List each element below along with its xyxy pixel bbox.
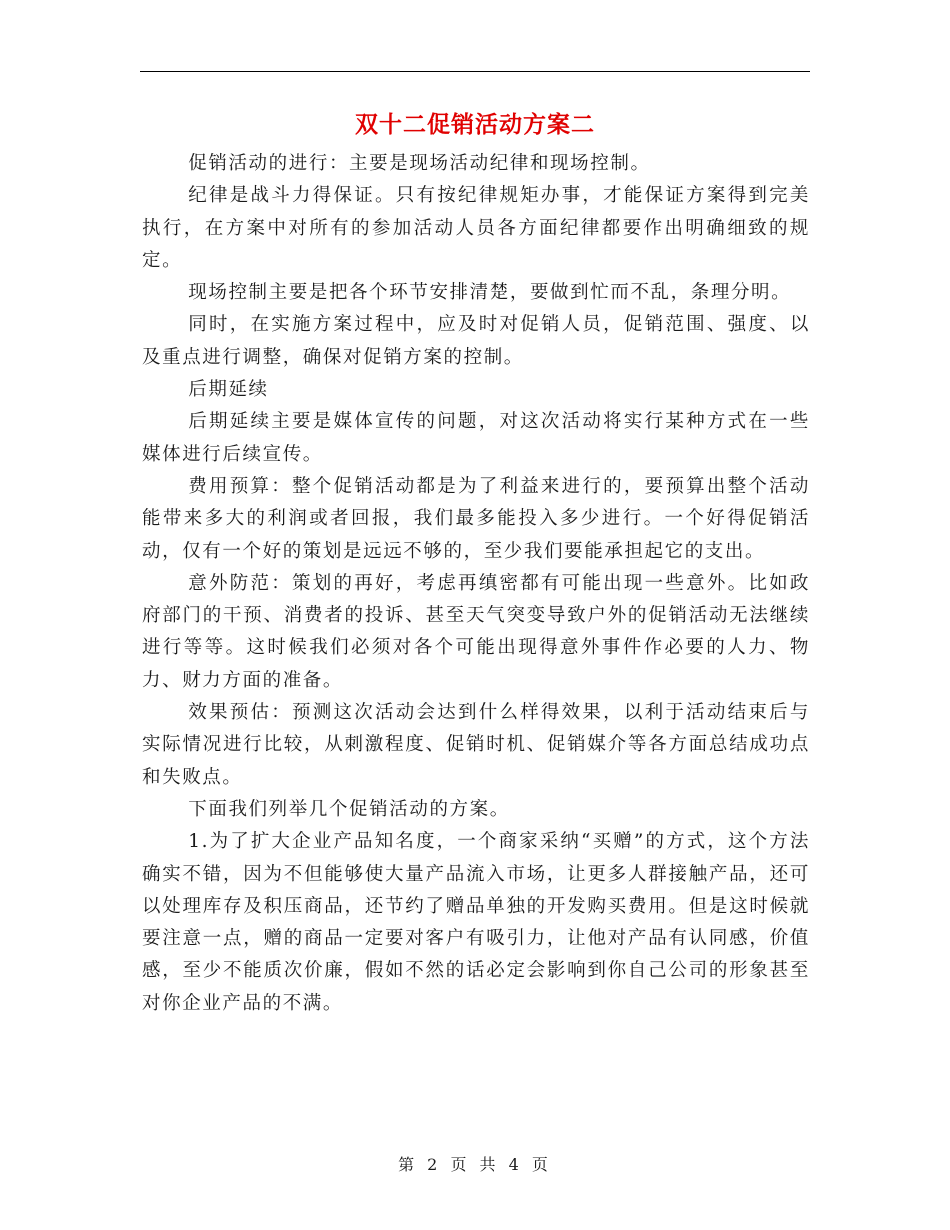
- document-body: [142, 148, 810, 1020]
- paragraph: 促销活动的进行：主要是现场活动纪律和现场控制。: [188, 153, 651, 174]
- header-rule: [140, 71, 810, 72]
- section-heading: 后期延续: [188, 379, 269, 401]
- paragraph: 现场控制主要是把各个环节安排清楚，要做到忙而不乱，条理分明。: [188, 282, 792, 304]
- paragraph: 下面我们列举几个促销活动的方案。: [188, 798, 510, 820]
- paragraph: 后期延续主要是媒体宣传的问题，对这次活动将实行某种方式在一些媒体进行后续宣传。: [142, 411, 810, 465]
- paragraph: 纪律是战斗力得保证。只有按纪律规矩办事，才能保证方案得到完美执行，在方案中对所有的参加活动人员各方面纪律都要作出明确细致的规定。: [142, 185, 810, 271]
- paragraph: 同时，在实施方案过程中，应及时对促销人员，促销范围、强度、以及重点进行调整，确保对促销方案的控制。: [142, 314, 810, 368]
- page-footer: 第 2 页 共 4 页: [398, 1155, 552, 1174]
- paragraph: 费用预算：整个促销活动都是为了利益来进行的，要预算出整个活动能带来多大的利润或者回报，我们最多能投入多少进行。一个好得促销活动，仅有一个好的策划是远远不够的，至少我们要能承担起它的支出。: [142, 475, 810, 562]
- document-title: 双十二促销活动方案二: [355, 111, 595, 138]
- paragraph: 意外防范：策划的再好，考虑再缜密都有可能出现一些意外。比如政府部门的干预、消费者的投诉、甚至天气突变导致户外的促销活动无法继续进行等等。这时候我们必须对各个可能出现得意外事件作必要的人力、物力、财力方面的准备。: [142, 572, 810, 691]
- paragraph: 1.为了扩大企业产品知名度，一个商家采纳“买赠”的方式，这个方法确实不错，因为不但能够使大量产品流入市场，让更多人群接触产品，还可以处理库存及积压商品，还节约了赠品单独的开发购买费用。但是这时候就要注意一点，赠的商品一定要对客户有吸引力，让他对产品有认同感，价值感，至少不能质次价廉，假如不然的话必定会影响到你自己公司的形象甚至对你企业产品的不满。: [142, 831, 810, 1014]
- paragraph: 效果预估：预测这次活动会达到什么样得效果，以利于活动结束后与实际情况进行比较，从刺激程度、促销时机、促销媒介等各方面总结成功点和失败点。: [142, 702, 810, 788]
